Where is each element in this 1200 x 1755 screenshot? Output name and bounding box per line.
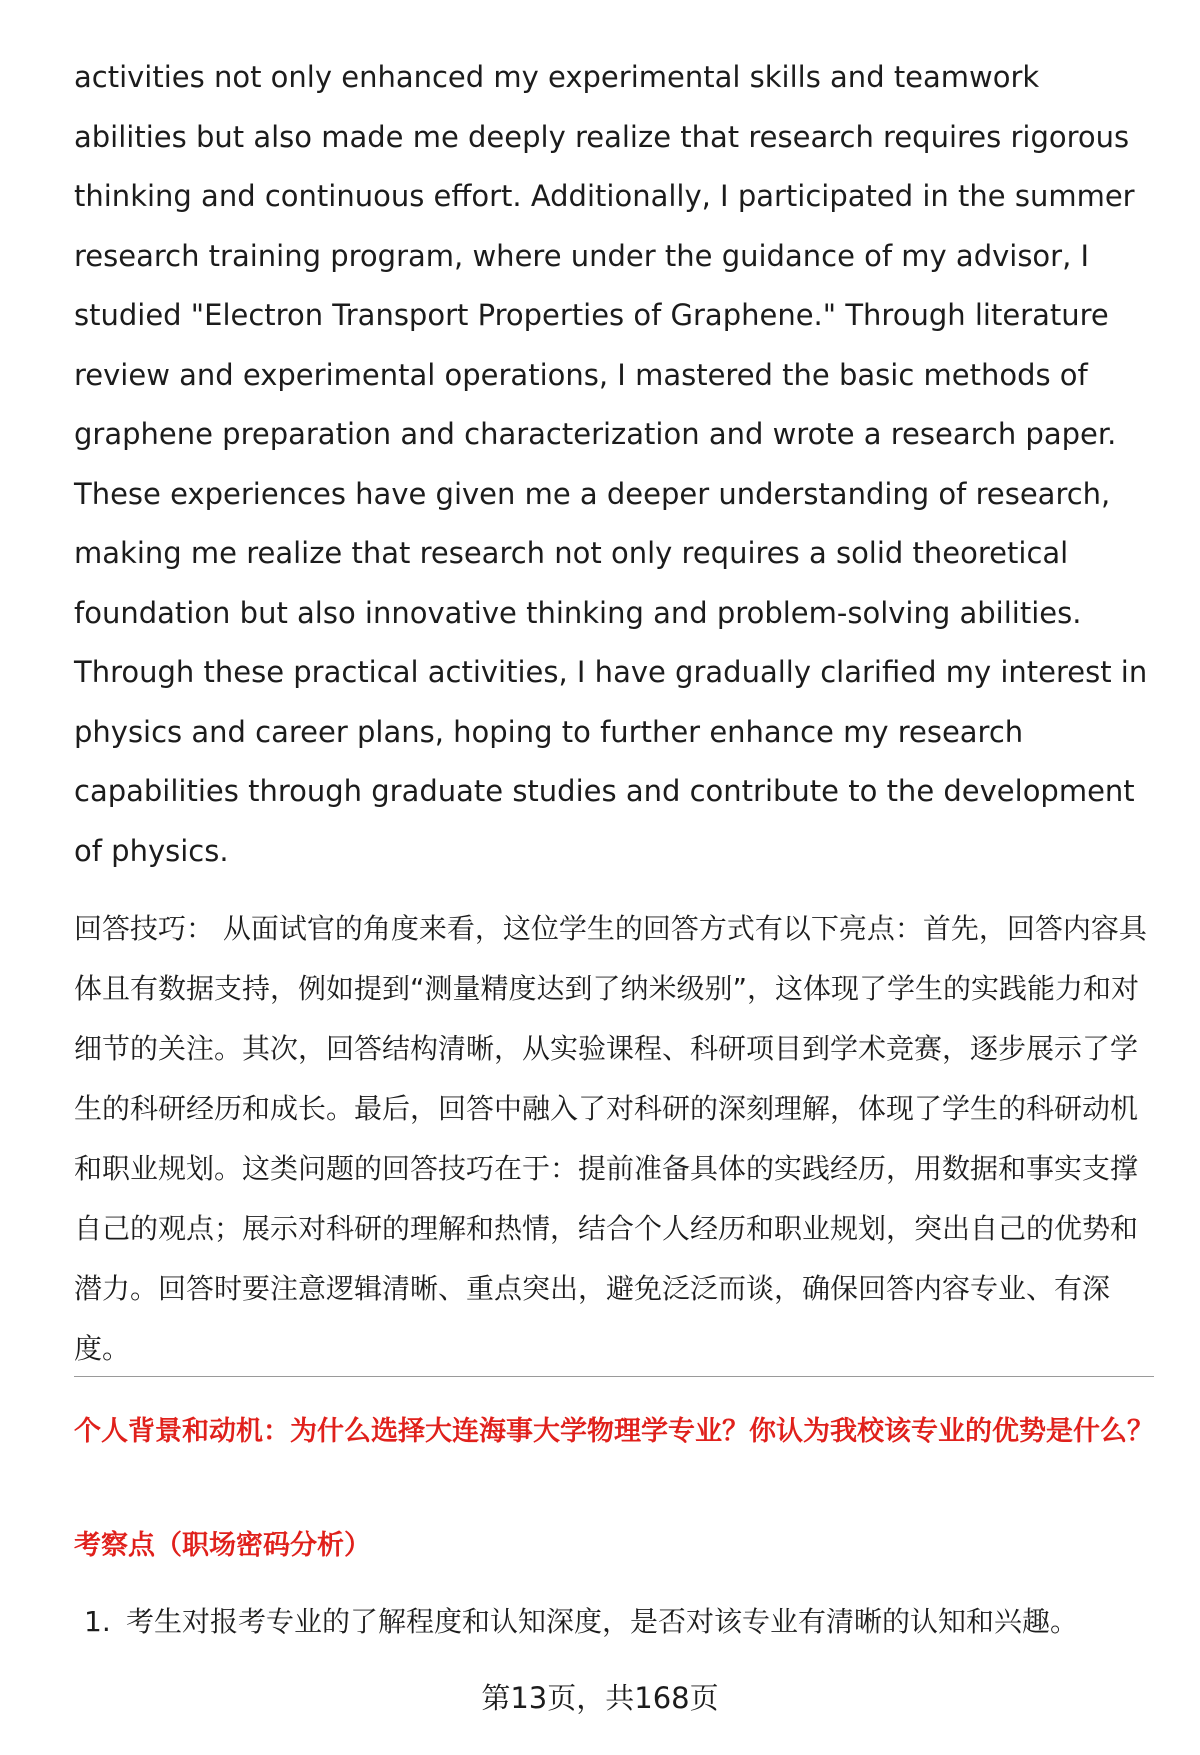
english-answer-paragraph: activities not only enhanced my experimental skills and teamwork abilities but also made me deeply realize that research requires rigorous thinking and continuous effort. Additionally, I participated in the summer research training program, where under the guidance of my advisor, I studied "Electron Transport Properties of Graphene." Through literature review and experimental operations, I mastered the basic methods of graphene preparation and characterization and wrote a research paper. These experiences have given me a deeper understanding of research, making me realize that research not only requires a solid theoretical foundation but also innovative thinking and problem-solving abilities. Through these practical activities, I have gradually clarified my interest in physics and career plans, hoping to further enhance my research capabilities through graduate studies and contribute to the development of physics. (74, 60, 1148, 868)
question-title: 个人背景和动机：为什么选择大连海事大学物理学专业？你认为我校该专业的优势是什么？ (74, 1416, 1154, 1447)
answer-tips-paragraph: 回答技巧： 从面试官的角度来看，这位学生的回答方式有以下亮点：首先，回答内容具体且有数据支持，例如提到“测量精度达到了纳米级别”，这体现了学生的实践能力和对细节的关注。其次，回答结构清晰，从实验课程、科研项目到学术竞赛，逐步展示了学生的科研经历和成长。最后，回答中融入了对科研的深刻理解，体现了学生的科研动机和职业规划。这类问题的回答技巧在于：提前准备具体的实践经历，用数据和事实支撑自己的观点；展示对科研的理解和热情，结合个人经历和职业规划，突出自己的优势和潜力。回答时要注意逻辑清晰、重点突出，避免泛泛而谈，确保回答内容专业、有深度。 (74, 912, 1147, 1365)
assessment-points-list (84, 1600, 1154, 1644)
list-item-number: 1. (84, 1605, 111, 1638)
list-item-text: 考生对报考专业的了解程度和认知深度，是否对该专业有清晰的认知和兴趣。 (126, 1605, 1079, 1638)
page-number-footer: 第13页，共168页 (481, 1681, 719, 1715)
section-divider (74, 1376, 1154, 1377)
document-body (74, 48, 1154, 1379)
list-item (84, 1600, 1154, 1644)
assessment-points-heading: 考察点（职场密码分析） (74, 1530, 371, 1561)
